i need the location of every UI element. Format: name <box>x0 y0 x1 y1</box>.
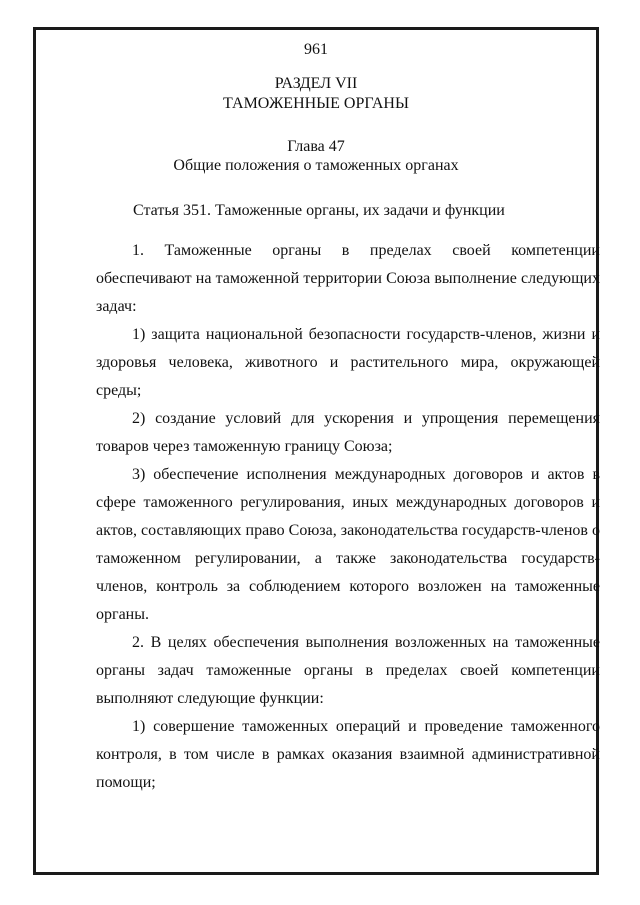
paragraph-1: 1. Таможенные органы в пределах своей компетенции обеспечивают на таможенной территории Союза выполнение следующих задач: <box>96 242 600 315</box>
page-number: 961 <box>304 41 328 58</box>
chapter-number: Глава 47 <box>287 138 345 155</box>
paragraph-2-item-1: 1) совершение таможенных операций и проведение таможенного контроля, в том числе в рамках оказания взаимной административной помощи; <box>96 718 600 791</box>
paragraph-1-item-3: 3) обеспечение исполнения международных договоров и актов в сфере таможенного регулирования, иных международных договоров и актов, составляющих право Союза, законодательства государств-членов о таможенном регулировании, а также законодательства государств-членов, контроль за соблюдением которого возложен на таможенные органы. <box>96 466 600 623</box>
paragraph-2: 2. В целях обеспечения выполнения возложенных на таможенные органы задач таможенные органы в пределах своей компетенции выполняют следующие функции: <box>96 634 600 707</box>
paragraph-1-item-2: 2) создание условий для ускорения и упрощения перемещения товаров через таможенную границу Союза; <box>96 410 600 455</box>
article-title: Статья 351. Таможенные органы, их задачи и функции <box>133 202 505 219</box>
page-frame <box>33 27 599 875</box>
paragraph-1-item-1: 1) защита национальной безопасности государств-членов, жизни и здоровья человека, животного и растительного мира, окружающей среды; <box>96 326 600 399</box>
article-body <box>96 237 600 797</box>
section-title: ТАМОЖЕННЫЕ ОРГАНЫ <box>223 95 409 112</box>
chapter-title: Общие положения о таможенных органах <box>173 157 459 174</box>
section-number: РАЗДЕЛ VII <box>274 75 358 92</box>
